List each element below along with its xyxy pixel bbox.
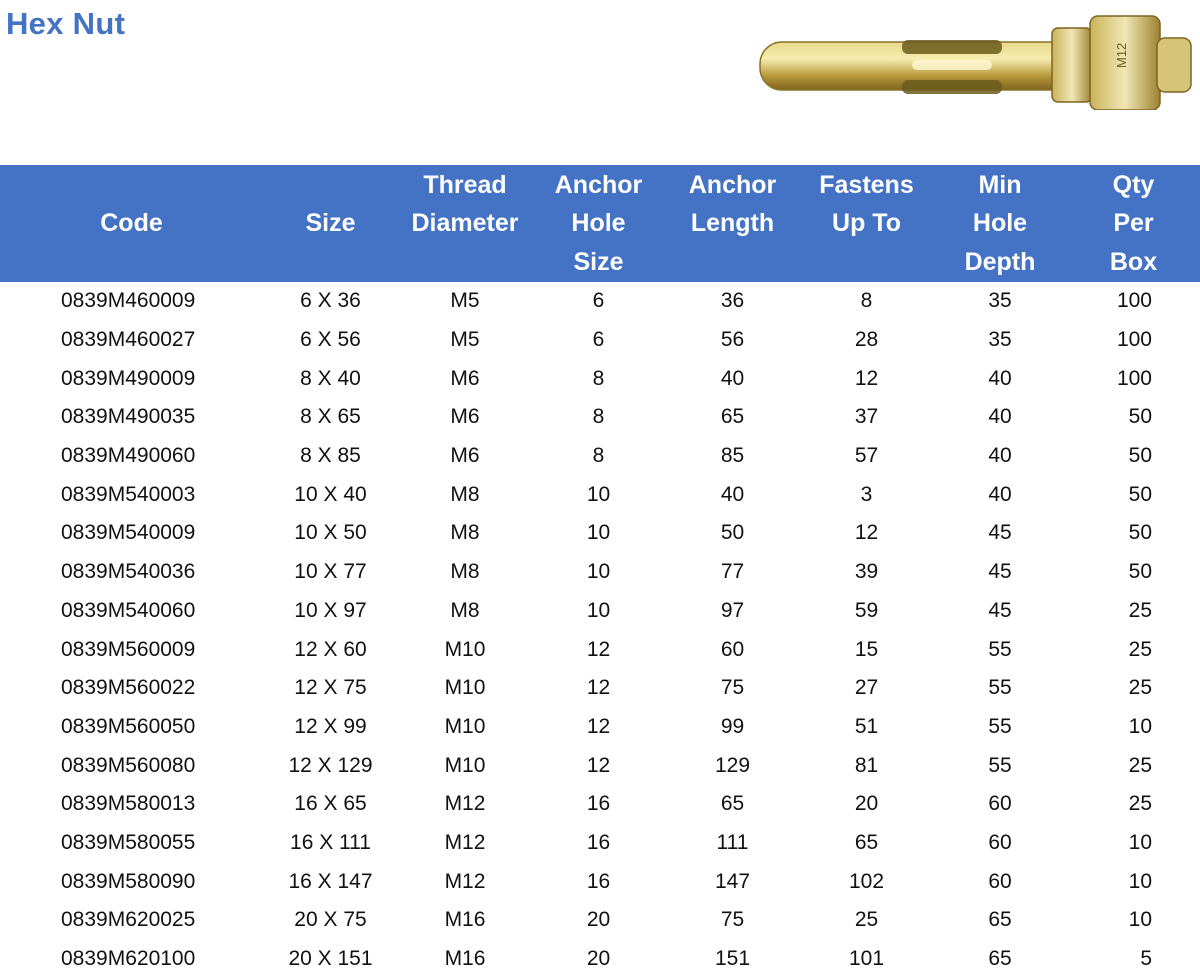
cell-thread-diameter: M5 — [450, 328, 480, 352]
column-header-size — [263, 165, 398, 282]
column-header-anchor-length — [665, 165, 800, 282]
cell-qty-per-box: 50 — [1128, 405, 1152, 429]
table-row — [0, 398, 1200, 437]
cell-anchor-length: 99 — [720, 714, 745, 738]
cell-min-hole-depth: 65 — [988, 908, 1012, 932]
cell-anchor-length: 129 — [714, 753, 751, 777]
table-row — [0, 901, 1200, 940]
header-line: Code — [100, 209, 163, 238]
cell-fastens-up-to: 102 — [848, 869, 885, 893]
cell-size: 12 X 75 — [294, 676, 367, 700]
cell-qty-per-box: 25 — [1128, 753, 1152, 777]
cell-qty-per-box: 10 — [1128, 714, 1152, 738]
column-header-thread-diameter — [398, 165, 532, 282]
cell-anchor-length: 77 — [720, 560, 745, 584]
cell-min-hole-depth: 40 — [988, 444, 1012, 468]
header-line: Length — [690, 209, 775, 238]
cell-thread-diameter: M10 — [444, 676, 486, 700]
page-title: Hex Nut — [6, 6, 126, 41]
header-line: Anchor — [688, 170, 777, 199]
cell-fastens-up-to: 25 — [854, 908, 879, 932]
cell-min-hole-depth: 55 — [988, 637, 1012, 661]
header-line: Anchor — [554, 170, 643, 199]
cell-qty-per-box: 10 — [1128, 869, 1152, 893]
cell-anchor-length: 36 — [720, 289, 745, 313]
cell-code: 0839M580055 — [61, 830, 196, 854]
header-line — [263, 243, 398, 282]
cell-thread-diameter: M10 — [444, 753, 486, 777]
cell-qty-per-box: 50 — [1128, 560, 1152, 584]
cell-size: 20 X 75 — [294, 908, 367, 932]
cell-min-hole-depth: 55 — [988, 676, 1012, 700]
cell-code: 0839M580090 — [61, 869, 196, 893]
table-body — [0, 282, 1200, 978]
table-row — [0, 862, 1200, 901]
cell-size: 12 X 129 — [288, 753, 373, 777]
cell-thread-diameter: M16 — [444, 908, 486, 932]
cell-qty-per-box: 25 — [1128, 792, 1152, 816]
cell-min-hole-depth: 35 — [988, 289, 1012, 313]
cell-code: 0839M560080 — [61, 753, 196, 777]
cell-min-hole-depth: 60 — [988, 869, 1012, 893]
cell-fastens-up-to: 65 — [854, 830, 879, 854]
cell-anchor-hole-size: 10 — [586, 560, 611, 584]
cell-thread-diameter: M12 — [444, 869, 486, 893]
column-header-anchor-hole-size — [532, 165, 665, 282]
cell-anchor-hole-size: 12 — [586, 753, 611, 777]
table-row — [0, 824, 1200, 863]
cell-size: 10 X 50 — [294, 521, 367, 545]
cell-qty-per-box: 25 — [1128, 676, 1152, 700]
cell-anchor-length: 50 — [720, 521, 745, 545]
cell-anchor-length: 60 — [720, 637, 745, 661]
header-line: Depth — [964, 247, 1036, 276]
cell-qty-per-box: 100 — [1116, 366, 1152, 390]
cell-anchor-length: 40 — [720, 366, 745, 390]
cell-code: 0839M560022 — [61, 676, 196, 700]
header-line — [800, 243, 933, 282]
cell-fastens-up-to: 8 — [860, 289, 873, 313]
cell-fastens-up-to: 39 — [854, 560, 879, 584]
cell-qty-per-box: 50 — [1128, 521, 1152, 545]
cell-size: 12 X 60 — [294, 637, 367, 661]
header-line: Hole — [571, 209, 626, 238]
cell-anchor-hole-size: 12 — [586, 714, 611, 738]
cell-fastens-up-to: 101 — [848, 947, 885, 971]
cell-anchor-length: 56 — [720, 328, 745, 352]
cell-fastens-up-to: 59 — [854, 598, 879, 622]
cell-thread-diameter: M8 — [450, 482, 480, 506]
column-header-code — [0, 165, 263, 282]
hex-nut-sleeve-anchor-image — [752, 10, 1197, 110]
cell-fastens-up-to: 20 — [854, 792, 879, 816]
cell-thread-diameter: M10 — [444, 714, 486, 738]
cell-qty-per-box: 10 — [1128, 830, 1152, 854]
cell-min-hole-depth: 45 — [988, 521, 1012, 545]
header-line: Per — [1113, 209, 1154, 238]
table-row — [0, 553, 1200, 592]
cell-anchor-hole-size: 6 — [592, 289, 605, 313]
cell-code: 0839M540003 — [61, 482, 196, 506]
cell-code: 0839M540036 — [61, 560, 196, 584]
cell-min-hole-depth: 60 — [988, 792, 1012, 816]
cell-min-hole-depth: 40 — [988, 366, 1012, 390]
cell-code: 0839M540060 — [61, 598, 196, 622]
cell-anchor-hole-size: 16 — [586, 830, 611, 854]
cell-size: 16 X 65 — [294, 792, 367, 816]
cell-fastens-up-to: 27 — [854, 676, 879, 700]
header-line — [398, 243, 532, 282]
cell-qty-per-box: 25 — [1128, 637, 1152, 661]
cell-size: 16 X 147 — [288, 869, 373, 893]
cell-thread-diameter: M6 — [450, 366, 480, 390]
table-row — [0, 630, 1200, 669]
cell-qty-per-box: 5 — [1140, 947, 1152, 971]
cell-min-hole-depth: 40 — [988, 482, 1012, 506]
cell-anchor-hole-size: 8 — [592, 405, 605, 429]
cell-size: 8 X 65 — [300, 405, 361, 429]
table-row — [0, 321, 1200, 360]
cell-fastens-up-to: 57 — [854, 444, 879, 468]
cell-fastens-up-to: 3 — [860, 482, 873, 506]
cell-anchor-length: 40 — [720, 482, 745, 506]
cell-size: 12 X 99 — [294, 714, 367, 738]
cell-min-hole-depth: 55 — [988, 753, 1012, 777]
cell-fastens-up-to: 37 — [854, 405, 879, 429]
cell-anchor-hole-size: 6 — [592, 328, 605, 352]
cell-min-hole-depth: 35 — [988, 328, 1012, 352]
header-line: Box — [1109, 247, 1158, 276]
table-row — [0, 746, 1200, 785]
cell-code: 0839M540009 — [61, 521, 196, 545]
cell-anchor-length: 75 — [720, 908, 745, 932]
cell-anchor-hole-size: 12 — [586, 637, 611, 661]
header-line: Min — [978, 170, 1022, 199]
cell-fastens-up-to: 15 — [854, 637, 879, 661]
cell-anchor-length: 147 — [714, 869, 751, 893]
table-row — [0, 708, 1200, 747]
column-header-min-hole-depth — [933, 165, 1067, 282]
cell-anchor-hole-size: 8 — [592, 444, 605, 468]
cell-code: 0839M460027 — [61, 328, 196, 352]
cell-code: 0839M620025 — [61, 908, 196, 932]
cell-size: 10 X 77 — [294, 560, 367, 584]
cell-fastens-up-to: 51 — [854, 714, 879, 738]
table-row — [0, 940, 1200, 979]
cell-anchor-length: 111 — [716, 830, 749, 854]
cell-size: 20 X 151 — [288, 947, 373, 971]
cell-fastens-up-to: 12 — [854, 521, 879, 545]
cell-code: 0839M490009 — [61, 366, 196, 390]
cell-size: 6 X 36 — [300, 289, 361, 313]
header-line — [263, 166, 398, 205]
cell-anchor-hole-size: 12 — [586, 676, 611, 700]
cell-qty-per-box: 100 — [1116, 328, 1152, 352]
column-header-fastens-up-to — [800, 165, 933, 282]
cell-thread-diameter: M10 — [444, 637, 486, 661]
cell-thread-diameter: M16 — [444, 947, 486, 971]
cell-anchor-hole-size: 10 — [586, 598, 611, 622]
cell-min-hole-depth: 60 — [988, 830, 1012, 854]
cell-anchor-length: 85 — [720, 444, 745, 468]
cell-anchor-length: 65 — [720, 405, 745, 429]
cell-code: 0839M490035 — [61, 405, 196, 429]
cell-thread-diameter: M12 — [444, 792, 486, 816]
cell-code: 0839M620100 — [61, 947, 196, 971]
product-table — [0, 165, 1200, 978]
cell-size: 8 X 85 — [300, 444, 361, 468]
table-row — [0, 437, 1200, 476]
cell-fastens-up-to: 12 — [854, 366, 879, 390]
cell-code: 0839M560009 — [61, 637, 196, 661]
cell-thread-diameter: M8 — [450, 560, 480, 584]
table-row — [0, 514, 1200, 553]
cell-anchor-hole-size: 10 — [586, 521, 611, 545]
table-row — [0, 359, 1200, 398]
cell-qty-per-box: 25 — [1128, 598, 1152, 622]
cell-anchor-length: 151 — [714, 947, 751, 971]
cell-anchor-hole-size: 8 — [592, 366, 605, 390]
cell-size: 8 X 40 — [300, 366, 361, 390]
table-row — [0, 592, 1200, 631]
cell-anchor-length: 75 — [720, 676, 745, 700]
cell-qty-per-box: 50 — [1128, 444, 1152, 468]
cell-fastens-up-to: 28 — [854, 328, 879, 352]
cell-min-hole-depth: 45 — [988, 560, 1012, 584]
cell-anchor-length: 65 — [720, 792, 745, 816]
cell-min-hole-depth: 65 — [988, 947, 1012, 971]
header-line — [665, 243, 800, 282]
cell-anchor-hole-size: 16 — [586, 792, 611, 816]
header-line: Fastens — [819, 170, 914, 199]
cell-code: 0839M490060 — [61, 444, 196, 468]
cell-size: 10 X 40 — [294, 482, 367, 506]
cell-min-hole-depth: 55 — [988, 714, 1012, 738]
cell-code: 0839M560050 — [61, 714, 196, 738]
header-line: Size — [305, 209, 356, 238]
header-line: Size — [573, 247, 624, 276]
table-row — [0, 475, 1200, 514]
cell-qty-per-box: 10 — [1128, 908, 1152, 932]
cell-min-hole-depth: 40 — [988, 405, 1012, 429]
header-line — [0, 166, 263, 205]
cell-anchor-length: 97 — [720, 598, 745, 622]
header-line: Up To — [832, 209, 901, 238]
table-row — [0, 669, 1200, 708]
cell-fastens-up-to: 81 — [854, 753, 879, 777]
table-row — [0, 785, 1200, 824]
cell-size: 16 X 111 — [290, 830, 371, 854]
cell-qty-per-box: 50 — [1128, 482, 1152, 506]
cell-thread-diameter: M6 — [450, 444, 480, 468]
cell-anchor-hole-size: 20 — [586, 947, 611, 971]
cell-size: 10 X 97 — [294, 598, 367, 622]
cell-thread-diameter: M8 — [450, 598, 480, 622]
header-line — [0, 243, 263, 282]
cell-anchor-hole-size: 20 — [586, 908, 611, 932]
cell-qty-per-box: 100 — [1116, 289, 1152, 313]
cell-code: 0839M460009 — [61, 289, 196, 313]
cell-anchor-hole-size: 10 — [586, 482, 611, 506]
header-line: Qty — [1112, 170, 1155, 199]
table-header-row — [0, 165, 1200, 282]
nut-marking-label: M12 — [1114, 42, 1129, 68]
cell-code: 0839M580013 — [61, 792, 196, 816]
table-row — [0, 282, 1200, 321]
header-line: Diameter — [411, 209, 519, 238]
column-header-qty-per-box — [1067, 165, 1200, 282]
cell-thread-diameter: M5 — [450, 289, 480, 313]
cell-thread-diameter: M12 — [444, 830, 486, 854]
cell-thread-diameter: M6 — [450, 405, 480, 429]
cell-min-hole-depth: 45 — [988, 598, 1012, 622]
cell-thread-diameter: M8 — [450, 521, 480, 545]
cell-size: 6 X 56 — [300, 328, 361, 352]
cell-anchor-hole-size: 16 — [586, 869, 611, 893]
header-line: Thread — [423, 170, 507, 199]
header-line: Hole — [972, 209, 1028, 238]
